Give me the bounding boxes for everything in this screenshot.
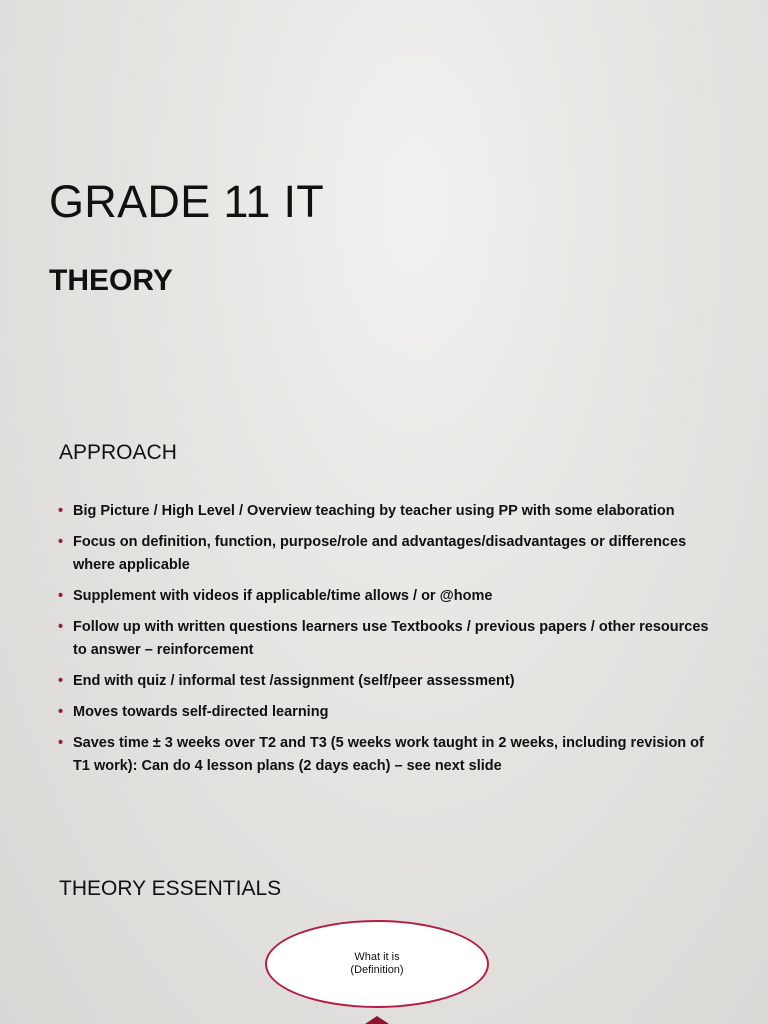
bullet-text: Big Picture / High Level / Overview teaching by teacher using PP with some elaboration xyxy=(73,503,675,519)
theory-essentials-heading: THEORY ESSENTIALS xyxy=(59,877,282,900)
main-title: GRADE 11 IT xyxy=(49,176,325,227)
definition-node-line1: What it is xyxy=(354,951,400,963)
bullet-text: Supplement with videos if applicable/time allows / or @home xyxy=(73,588,493,604)
approach-heading: APPROACH xyxy=(59,441,177,464)
approach-bullet-list xyxy=(58,500,718,786)
bullet-item xyxy=(58,585,718,608)
bullet-marker: • xyxy=(58,503,64,519)
connector-arrow-icon xyxy=(365,1016,389,1024)
bullet-item xyxy=(58,616,718,662)
bullet-item xyxy=(58,732,718,778)
bullet-marker: • xyxy=(58,588,64,604)
bullet-item xyxy=(58,670,718,693)
bullet-marker: • xyxy=(58,735,64,751)
bullet-item xyxy=(58,531,718,577)
bullet-marker: • xyxy=(58,619,64,635)
bullet-text: Saves time ± 3 weeks over T2 and T3 (5 weeks work taught in 2 weeks, including revision of T1 work): Can do 4 lesson plans (2 days each) – see next slide xyxy=(73,735,704,774)
bullet-text: End with quiz / informal test /assignment (self/peer assessment) xyxy=(73,673,515,689)
bullet-text: Focus on definition, function, purpose/role and advantages/disadvantages or differences where applicable xyxy=(73,534,687,573)
bullet-text: Follow up with written questions learners use Textbooks / previous papers / other resources to answer – reinforcement xyxy=(73,619,709,658)
bullet-marker: • xyxy=(58,534,64,550)
bullet-marker: • xyxy=(58,704,64,720)
bullet-item xyxy=(58,701,718,724)
definition-node xyxy=(265,920,489,1008)
bullet-text: Moves towards self-directed learning xyxy=(73,704,329,720)
bullet-item xyxy=(58,500,718,523)
subtitle: THEORY xyxy=(49,264,173,297)
definition-node-line2: (Definition) xyxy=(350,964,404,976)
bullet-marker: • xyxy=(58,673,64,689)
